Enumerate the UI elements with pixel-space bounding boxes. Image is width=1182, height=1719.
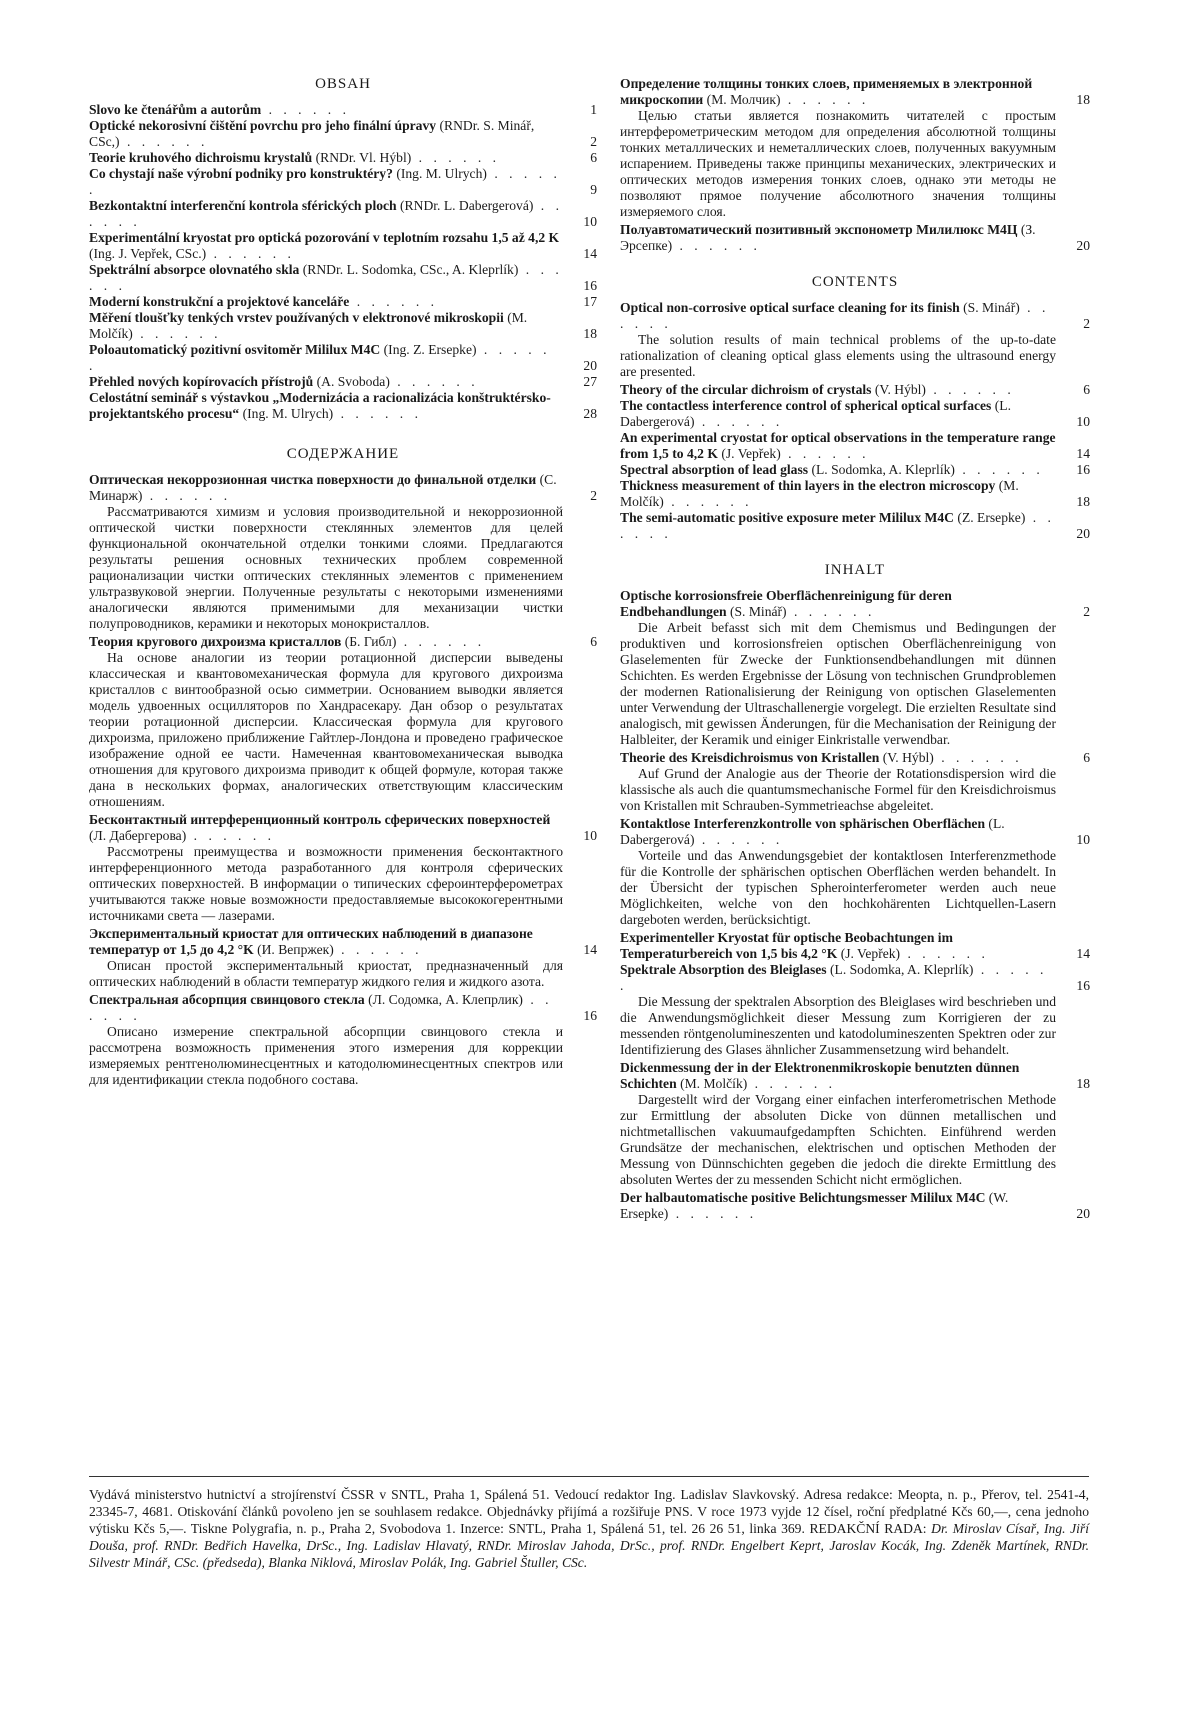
toc-entry	[620, 588, 1090, 620]
entry-page-number: 14	[1076, 446, 1090, 461]
left-column	[89, 76, 597, 1090]
entry-title: Optical non-corrosive optical surface cleaning for its finish	[620, 300, 960, 315]
entry-title: Der halbautomatische positive Belichtungsmesser Mililux M4C	[620, 1190, 986, 1205]
entry-page-number: 2	[1083, 604, 1090, 619]
soderzhanie-list-continued	[620, 76, 1090, 254]
entry-page-number: 18	[1076, 1076, 1090, 1091]
entry-author: (С. Минарж)	[89, 472, 557, 503]
entry-title: Experimentální kryostat pro optická pozorování v teplotním rozsahu 1,5 až 4,2 K	[89, 230, 560, 245]
entry-author: (RNDr. Vl. Hýbl)	[315, 150, 412, 165]
entry-author: (М. Молчик)	[706, 92, 781, 107]
toc-entry	[620, 1060, 1090, 1092]
imprint	[89, 1486, 1089, 1571]
toc-entry	[620, 930, 1090, 962]
entry-author: (A. Svoboda)	[316, 374, 390, 389]
entry-author: (Ing. Z. Ersepke)	[383, 342, 477, 357]
section-gap	[89, 422, 597, 446]
toc-entry	[620, 76, 1090, 108]
entry-author: (V. Hýbl)	[874, 382, 926, 397]
entry-title: Co chystají naše výrobní podniky pro konstruktéry?	[89, 166, 393, 181]
entry-title: Měření tloušťky tenkých vrstev používaných v elektronové mikroskopii	[89, 310, 504, 325]
entry-page-number: 9	[590, 182, 597, 197]
leader-dots: . . . . . .	[780, 92, 870, 107]
entry-page-number: 16	[1076, 978, 1090, 993]
leader-dots: . . . . . .	[672, 238, 761, 253]
entry-author: (RNDr. L. Sodomka, CSc., A. Kleprlík)	[302, 262, 519, 277]
toc-entry	[89, 812, 597, 844]
entry-author: (Ing. M. Ulrych)	[242, 406, 334, 421]
toc-entry	[89, 198, 597, 230]
leader-dots: . . . . . .	[142, 488, 232, 503]
entry-page-number: 14	[583, 942, 597, 957]
entry-abstract: Рассматриваются химизм и условия производительной и некоррозионной оптической чистки поверхности стеклянных элементов для целей функциональной окончательной отделки тонкими слоями. Предлагаются результаты решения основных технических проблем современной рационализации чистки оптических стеклянных элементов с применением ультразвуковой энергии. Полученные результаты с некоторыми изменениями аналогически являются применимыми для механизации чистки полупроводников, керамики и некоторых монокристаллов.	[89, 504, 563, 631]
toc-entry	[620, 962, 1090, 994]
entry-title: Theorie des Kreisdichroismus von Kristallen	[620, 750, 880, 765]
toc-entry	[620, 462, 1090, 478]
leader-dots: . . . . . .	[349, 294, 439, 309]
entry-author: (M. Molčík)	[680, 1076, 748, 1091]
leader-dots: . . . . . .	[954, 462, 1044, 477]
toc-entry	[620, 510, 1090, 542]
entry-title: Бесконтактный интерференционный контроль сферических поверхностей	[89, 812, 551, 827]
entry-title: Spectral absorption of lead glass	[620, 462, 809, 477]
entry-author: (L. Sodomka, A. Kleprlík)	[829, 962, 974, 977]
entry-page-number: 2	[1083, 316, 1090, 331]
leader-dots: . . . . . .	[333, 406, 422, 421]
inhalt-title: INHALT	[824, 562, 886, 578]
section-gap	[620, 542, 1090, 562]
leader-dots: . . . . . .	[747, 1076, 837, 1091]
entry-author: (И. Вепржек)	[257, 942, 334, 957]
entry-abstract: Описано измерение спектральной абсорпции свинцового стекла и рассмотрена возможность применения этого измерения для коррекции измеряемых рентгенолюминесцентных и катодолюминесцентных спектров или для идентификации стекла подобного состава.	[89, 1024, 563, 1087]
entry-title: Optische korrosionsfreie Oberflächenreinigung für deren Endbehandlungen	[620, 588, 952, 619]
entry-page-number: 2	[590, 488, 597, 503]
toc-entry	[89, 310, 597, 342]
footer-divider	[89, 1476, 1089, 1477]
entry-page-number: 18	[583, 326, 597, 341]
entry-title: Slovo ke čtenářům a autorům	[89, 102, 262, 117]
entry-title: Spektrale Absorption des Bleiglases	[620, 962, 827, 977]
entry-author: (M. Molčík)	[620, 478, 1019, 509]
toc-entry	[620, 430, 1090, 462]
leader-dots: . . . . . .	[694, 832, 784, 847]
entry-author: (L. Sodomka, A. Kleprlík)	[811, 462, 955, 477]
toc-entry	[89, 166, 597, 198]
leader-dots: . . . . . .	[620, 510, 1055, 541]
soderzhanie-section	[89, 446, 597, 1088]
entry-abstract: The solution results of main technical problems of the up-to-date rationalization of cleaning optical glass elements using the ultrasound energy are presented.	[620, 332, 1056, 379]
entry-author: (L. Dabergerová)	[620, 398, 1011, 429]
entry-author: (RNDr. L. Dabergerová)	[400, 198, 534, 213]
toc-entry	[89, 150, 597, 166]
leader-dots: . . . . . .	[663, 494, 753, 509]
entry-author: (L. Dabergerová)	[620, 816, 1005, 847]
toc-entry	[89, 230, 597, 262]
entry-page-number: 27	[583, 374, 597, 389]
entry-author: (З. Эрсепке)	[620, 222, 1036, 253]
entry-author: (S. Minář)	[963, 300, 1020, 315]
entry-title: Bezkontaktní interferenční kontrola sférických ploch	[89, 198, 397, 213]
toc-entry	[620, 478, 1090, 510]
entry-author: (J. Vepřek)	[721, 446, 781, 461]
editorial-board-label: REDAKČNÍ RADA:	[809, 1521, 927, 1536]
toc-entry	[89, 472, 597, 504]
contents-section	[620, 274, 1090, 542]
entry-page-number: 18	[1076, 92, 1090, 107]
entry-page-number: 6	[590, 634, 597, 649]
toc-entry	[89, 262, 597, 294]
obsah-list	[89, 102, 597, 422]
entry-title: Экспериментальный криостат для оптических наблюдений в диапазоне температур от 1,5 до 4,2 °K	[89, 926, 533, 957]
toc-entry	[89, 634, 597, 650]
toc-entry	[89, 390, 597, 422]
entry-title: Thickness measurement of thin layers in the electron microscopy	[620, 478, 996, 493]
entry-page-number: 16	[583, 1008, 597, 1023]
entry-title: Experimenteller Kryostat für optische Beobachtungen im Temperaturbereich von 1,5 bis 4,2 °K	[620, 930, 953, 961]
entry-title: Полуавтоматический позитивный экспонометр Милилюкс М4Ц	[620, 222, 1018, 237]
toc-entry	[620, 750, 1090, 766]
section-gap	[620, 254, 1090, 274]
entry-abstract: Целью статьи является познакомить читателей с простым интерферометрическим методом для определения абсолютной толщины тонких металлических и неметаллических слоев, полученных вакуумным испарением. Приведены также принципы механических, электрических и оптических методов измерения тонких слоев, однако эти методы не позволяют прямое получение абсолютного значения толщины измеряемого слоя.	[620, 108, 1056, 219]
entry-page-number: 6	[1083, 750, 1090, 765]
entry-title: Теория кругового дихроизма кристаллов	[89, 634, 342, 649]
entry-abstract: Рассмотрены преимущества и возможности применения бесконтактного интерференционного метода разработанного для контроля сферических оптических поверхностей. В информации о типических сфероинтерферометрах учитываются также новые возможности предоставляемые высококогерентными источниками света — лазерами.	[89, 844, 563, 923]
leader-dots: . . . . . .	[411, 150, 501, 165]
entry-abstract: На основе аналогии из теории ротационной дисперсии выведены классическая и квантовомеханическая формула для кругового дихроизма кристаллов с винтообразной осью симметрии. Основанием выводки является модель удвоенных осцилляторов по Хандрасекару. Дан обзор о результатах теории ротационной дисперсии. Классическая формула для кругового дихроизма, приложено приближение Гайтлер-Лондона и проведено графическое изображение одной ее части. Намеченная квантовомеханическая выводка отношения для кругового дихроизма приводит к общей формуле, которая также дана в нескольких формах, аналогических ответствующим классическим отношениям.	[89, 650, 563, 809]
leader-dots: . . . . . .	[925, 382, 1015, 397]
toc-entry	[620, 222, 1090, 254]
entry-author: (Ing. J. Vepřek, CSc.)	[89, 246, 207, 261]
leader-dots: . . . . . .	[620, 962, 1048, 993]
entry-author: (Б. Гибл)	[344, 634, 397, 649]
leader-dots: . . . . . .	[261, 102, 350, 117]
toc-entry	[89, 294, 597, 310]
entry-page-number: 1	[590, 102, 597, 117]
entry-title: Poloautomatický pozitivní osvitoměr Mililux M4C	[89, 342, 381, 357]
entry-title: Celostátní seminář s výstavkou „Modernizácia a racionalizácia konštruktérsko-projektantského procesu“	[89, 390, 551, 421]
entry-author: (J. Vepřek)	[840, 946, 901, 961]
entry-page-number: 17	[583, 294, 597, 309]
entry-author: (M. Molčík)	[89, 310, 528, 341]
toc-entry	[620, 1190, 1090, 1222]
right-column	[620, 76, 1090, 1222]
toc-entry	[620, 398, 1090, 430]
entry-title: Theory of the circular dichroism of crystals	[620, 382, 872, 397]
toc-entry	[89, 342, 597, 374]
entry-title: The semi-automatic positive exposure meter Mililux M4C	[620, 510, 955, 525]
entry-page-number: 20	[583, 358, 597, 373]
entry-page-number: 18	[1076, 494, 1090, 509]
soderzhanie-list	[89, 472, 597, 1088]
toc-entry	[89, 926, 597, 958]
imprint-publisher: Vydává ministerstvo hutnictví a strojírenství ČSSR v SNTL, Praha 1, Spálená 51. Vedoucí redaktor Ing. Ladislav Slavkovský. Adresa redakce: Meopta, n. p., Přerov, tel. 2541-4, 23345-7, 4681. Otiskování článků povoleno jen se souhlasem redakce. Objednávky přijímá a rozšiřuje PNS. V roce 1973 vyjde 12 čísel, roční předplatné Kčs 60,—, cena jednoho výtisku Kčs 5,—. Tiskne Polygrafia, n. p., Praha 2, Svobodova 1. Inzerce: SNTL, Praha 1, Spálená 51, tel. 26 26 51, linka 369.	[89, 1487, 1089, 1536]
obsah-title: OBSAH	[315, 76, 371, 92]
entry-title: Kontaktlose Interferenzkontrolle von sphärischen Oberflächen	[620, 816, 986, 831]
leader-dots: . . . . . .	[186, 828, 276, 843]
toc-entry	[89, 374, 597, 390]
entry-author: (S. Minář)	[729, 604, 787, 619]
leader-dots: . . . . . .	[89, 992, 553, 1023]
leader-dots: . . . . . .	[89, 166, 561, 197]
entry-abstract: Die Messung der spektralen Absorption des Bleiglases wird beschrieben und die Anwendungsmöglichkeit dieser Messung zum Korrigieren der zu messenden röntgenolumineszenten und katodolumineszenten Spektren oder zur Identifizierung des Glases ähnlicher Zusammensetzung wird behandelt.	[620, 994, 1056, 1057]
entry-title: An experimental cryostat for optical observations in the temperature range from 1,5 to 4,2 K	[620, 430, 1056, 461]
toc-entry	[620, 300, 1090, 332]
entry-title: Teorie kruhového dichroismu krystalů	[89, 150, 313, 165]
entry-page-number: 16	[1076, 462, 1090, 477]
entry-page-number: 16	[583, 278, 597, 293]
entry-abstract: Описан простой экспериментальный криостат, предназначенный для оптических наблюдений в области температур жидкого гелия и жидкого азота.	[89, 958, 563, 989]
leader-dots: . . . . . .	[694, 414, 784, 429]
entry-abstract: Dargestellt wird der Vorgang einer einfachen interferometrischen Methode zur Ermittlung der absoluten Dicke von dünnen metallischen und nichtmetallischen vakuumaufgedampften Schichten. Einführend werden Grundsätze der mechanischen, elektrischen und optischen Methoden der Messung von Dünnschichten gegeben die jedoch die direkte Ermittlung des absoluten Wertes der zu messenden Schicht nicht ermöglichen.	[620, 1092, 1056, 1187]
entry-page-number: 10	[583, 828, 597, 843]
toc-entry	[620, 382, 1090, 398]
entry-title: Optické nekorosivní čištění povrchu pro jeho finální úpravy	[89, 118, 437, 133]
contents-list	[620, 300, 1090, 542]
leader-dots: . . . . . .	[119, 134, 209, 149]
entry-abstract: Vorteile und das Anwendungsgebiet der kontaktlosen Interferenzmethode für die Kontrolle der sphärischen optischen Oberflächen werden behandelt. In der Übersicht der typischen Spherointerferometer werden auch neue Möglichkeiten, welche von den hochkohärenten Lichtquellen-Lasern dargeboten werden, berücksichtigt.	[620, 848, 1056, 927]
leader-dots: . . . . . .	[89, 262, 563, 293]
entry-title: The contactless interference control of spherical optical surfaces	[620, 398, 992, 413]
toc-entry	[620, 816, 1090, 848]
leader-dots: . . . . . .	[396, 634, 486, 649]
obsah-section	[89, 76, 597, 422]
leader-dots: . . . . . .	[389, 374, 479, 389]
entry-page-number: 20	[1076, 526, 1090, 541]
entry-author: (Л. Содомка, А. Клепрлик)	[368, 992, 523, 1007]
leader-dots: . . . . . .	[900, 946, 989, 961]
entry-page-number: 10	[1076, 414, 1090, 429]
entry-abstract: Auf Grund der Analogie aus der Theorie der Rotationsdispersion wird die klassische als auch die quantumsmechanische Formel für den Kreisdichroismus von Kristallen mit Schrauben-Symmetrieachse abgeleitet.	[620, 766, 1056, 813]
entry-page-number: 2	[590, 134, 597, 149]
entry-title: Определение толщины тонких слоев, применяемых в электронной микроскопии	[620, 76, 1033, 107]
leader-dots: . . . . . .	[933, 750, 1023, 765]
editorial-board-members: Dr. Miroslav Císař, Ing. Jiří Douša, prof. RNDr. Bedřich Havelka, DrSc., Ing. Ladislav Hlavatý, RNDr. Miroslav Jahoda, DrSc., prof. RNDr. Engelbert Keprt, Jaroslav Kocák, Ing. Zdeněk Martínek, RNDr. Silvestr Minář, CSc. (předseda), Blanka Niklová, Miroslav Polák, Ing. Gabriel Štuller, CSc.	[89, 1521, 1089, 1570]
entry-title: Оптическая некоррозионная чистка поверхности до финальной отделки	[89, 472, 537, 487]
entry-title: Přehled nových kopírovacích přístrojů	[89, 374, 314, 389]
entry-page-number: 10	[1076, 832, 1090, 847]
toc-entry	[89, 992, 597, 1024]
entry-author: (V. Hýbl)	[882, 750, 934, 765]
entry-page-number: 14	[1076, 946, 1090, 961]
entry-page-number: 20	[1076, 238, 1090, 253]
leader-dots: . . . . . .	[333, 942, 423, 957]
entry-page-number: 6	[1083, 382, 1090, 397]
contents-title: CONTENTS	[811, 274, 899, 290]
entry-title: Spektrální absorpce olovnatého skla	[89, 262, 300, 277]
leader-dots: . . . . . .	[132, 326, 222, 341]
entry-title: Dickenmessung der in der Elektronenmikroskopie benutzten dünnen Schichten	[620, 1060, 1020, 1091]
entry-author: (Ing. M. Ulrych)	[396, 166, 487, 181]
entry-author: (RNDr. S. Minář, CSc,)	[89, 118, 535, 149]
entry-page-number: 14	[583, 246, 597, 261]
soderzhanie-title: СОДЕРЖАНИЕ	[286, 446, 400, 462]
inhalt-section	[620, 562, 1090, 1222]
entry-author: (Z. Ersepke)	[957, 510, 1026, 525]
toc-entry	[89, 118, 597, 150]
leader-dots: . . . . . .	[89, 198, 563, 229]
entry-page-number: 6	[590, 150, 597, 165]
entry-abstract: Die Arbeit befasst sich mit dem Chemismus und Bedingungen der produktiven und korrosionsfreien optischen Oberflächenreinigung von Glaselementen für Zwecke der Funktionsendbehandlungen mit dünnen Schichten. Es werden Ergebnisse der Lösung von technischen Grundproblemen der modernen Rationalisierung der Reinigung von optischen Glaselementen unter Verwendung der Ultraschallenergie vorgelegt. Die erzielten Resultate sind analogisch, mit gewissen Änderungen, für die Mechanisation der Reinigung der Halbleiter, der Keramik und einiger Einkristalle verwendbar.	[620, 620, 1056, 747]
entry-title: Спектральная абсорпция свинцового стекла	[89, 992, 365, 1007]
leader-dots: . . . . . .	[206, 246, 295, 261]
leader-dots: . . . . . .	[89, 342, 551, 373]
leader-dots: . . . . . .	[786, 604, 876, 619]
leader-dots: . . . . . .	[620, 300, 1050, 331]
entry-page-number: 28	[583, 406, 597, 421]
entry-author: (W. Ersepke)	[620, 1190, 1009, 1221]
inhalt-list	[620, 588, 1090, 1222]
toc-entry	[89, 102, 597, 118]
entry-title: Moderní konstrukční a projektové kanceláře	[89, 294, 350, 309]
entry-page-number: 10	[583, 214, 597, 229]
entry-author: (Л. Дабергерова)	[89, 828, 187, 843]
leader-dots: . . . . . .	[780, 446, 870, 461]
entry-page-number: 20	[1076, 1206, 1090, 1221]
leader-dots: . . . . . .	[668, 1206, 758, 1221]
